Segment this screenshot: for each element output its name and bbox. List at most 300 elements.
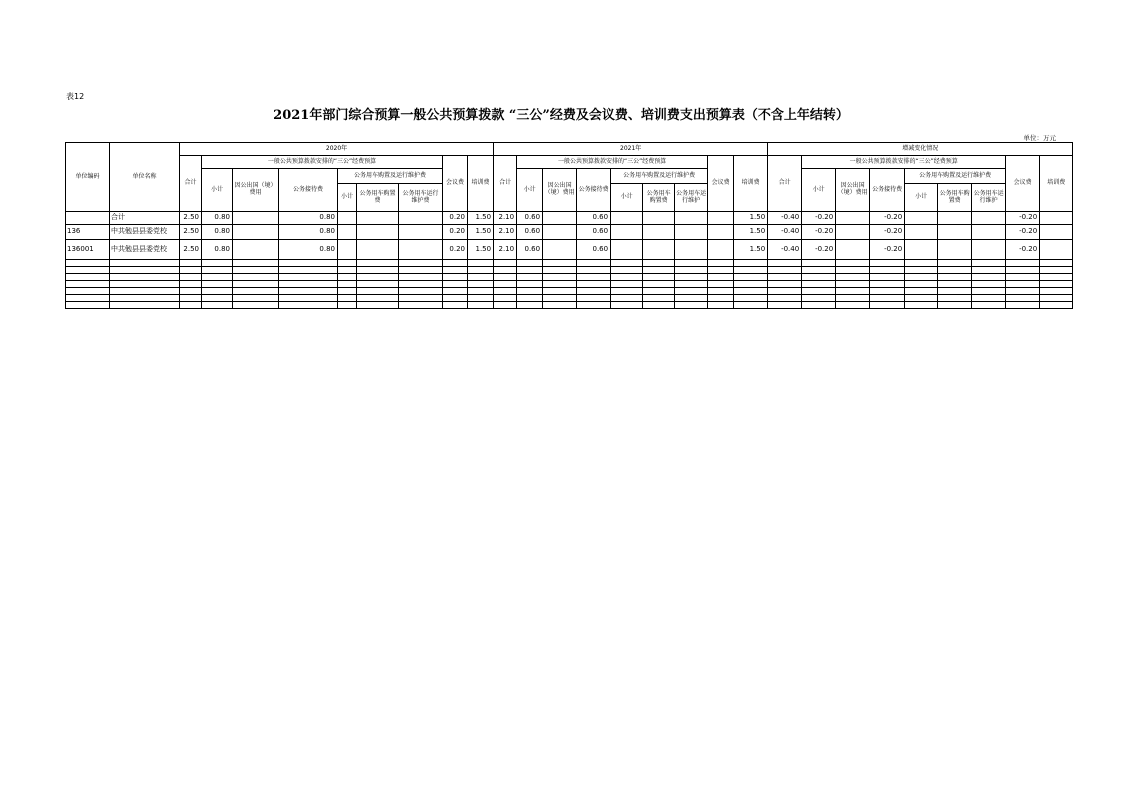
empty-cell <box>643 302 675 309</box>
group-2021: 2021年 <box>494 143 768 156</box>
empty-cell <box>870 295 905 302</box>
empty-cell <box>180 274 202 281</box>
empty-cell <box>357 302 399 309</box>
empty-cell <box>1040 267 1073 274</box>
page-title: 2021年部门综合预算一般公共预算拨款 “三公”经费及会议费、培训费支出预算表（不含上年结转） <box>273 108 849 123</box>
cell-value <box>972 240 1006 260</box>
empty-cell <box>734 295 768 302</box>
col-subtotal-change: 小计 <box>802 169 836 212</box>
col-total-2021: 合计 <box>494 156 517 212</box>
cell-value <box>1040 212 1073 225</box>
empty-cell <box>399 302 443 309</box>
cell-value: 0.80 <box>279 240 338 260</box>
empty-cell <box>202 281 233 288</box>
cell-value <box>611 240 643 260</box>
empty-cell <box>338 302 357 309</box>
empty-cell <box>611 295 643 302</box>
empty-cell <box>110 295 180 302</box>
group-vehicle-2021: 公务用车购置及运行维护费 <box>611 169 708 184</box>
empty-cell <box>110 281 180 288</box>
empty-cell <box>443 302 468 309</box>
col-total-change: 合计 <box>768 156 802 212</box>
empty-cell <box>611 302 643 309</box>
empty-cell <box>643 295 675 302</box>
empty-cell <box>180 302 202 309</box>
empty-cell <box>233 288 279 295</box>
cell-value <box>233 225 279 240</box>
empty-cell <box>938 288 972 295</box>
empty-cell <box>66 302 110 309</box>
table-number: 表12 <box>66 92 85 101</box>
empty-cell <box>494 260 517 267</box>
empty-cell <box>972 260 1006 267</box>
budget-table <box>65 142 1073 309</box>
empty-cell <box>443 288 468 295</box>
empty-cell <box>836 295 870 302</box>
empty-cell <box>734 288 768 295</box>
empty-cell <box>233 274 279 281</box>
empty-cell <box>643 260 675 267</box>
cell-value <box>836 225 870 240</box>
cell-value: -0.40 <box>768 225 802 240</box>
empty-cell <box>675 260 708 267</box>
empty-cell <box>543 302 577 309</box>
empty-cell <box>279 274 338 281</box>
empty-cell <box>543 295 577 302</box>
empty-table-row <box>66 288 1073 295</box>
cell-value: 0.80 <box>279 212 338 225</box>
empty-cell <box>675 295 708 302</box>
group-change: 增减变化情况 <box>768 143 1073 156</box>
empty-cell <box>110 302 180 309</box>
cell-value: 0.60 <box>577 212 611 225</box>
group-sangong-change: 一般公共预算拨款安排的“三公”经费预算 <box>802 156 1006 169</box>
empty-table-row <box>66 295 1073 302</box>
col-meeting-2020: 会议费 <box>443 156 468 212</box>
empty-cell <box>905 260 938 267</box>
empty-cell <box>1040 281 1073 288</box>
empty-cell <box>870 267 905 274</box>
empty-cell <box>180 260 202 267</box>
empty-cell <box>494 295 517 302</box>
empty-cell <box>734 260 768 267</box>
empty-cell <box>1040 302 1073 309</box>
cell-value: -0.20 <box>870 212 905 225</box>
empty-cell <box>802 302 836 309</box>
group-2020: 2020年 <box>180 143 494 156</box>
empty-cell <box>938 295 972 302</box>
unit-label: 单位：万元 <box>1023 134 1056 142</box>
cell-value <box>357 212 399 225</box>
cell-value <box>972 225 1006 240</box>
empty-cell <box>802 274 836 281</box>
cell-value: 1.50 <box>734 212 768 225</box>
empty-cell <box>802 281 836 288</box>
empty-cell <box>972 274 1006 281</box>
empty-cell <box>972 302 1006 309</box>
empty-table-row <box>66 302 1073 309</box>
col-vehicle-subtotal-change: 小计 <box>905 184 938 212</box>
empty-cell <box>202 260 233 267</box>
col-vehicle-maintain-2021: 公务用车运行维护 <box>675 184 708 212</box>
group-sangong-2020: 一般公共预算拨款安排的“三公”经费预算 <box>202 156 443 169</box>
cell-value <box>399 225 443 240</box>
empty-cell <box>517 260 543 267</box>
empty-cell <box>279 281 338 288</box>
empty-cell <box>110 260 180 267</box>
empty-cell <box>517 281 543 288</box>
empty-cell <box>1006 274 1040 281</box>
col-abroad-change: 因公出国（境）费用 <box>836 169 870 212</box>
empty-cell <box>543 267 577 274</box>
cell-value <box>611 212 643 225</box>
cell-value <box>1040 225 1073 240</box>
empty-cell <box>357 295 399 302</box>
cell-value <box>399 240 443 260</box>
cell-value: -0.20 <box>870 240 905 260</box>
empty-cell <box>734 267 768 274</box>
empty-cell <box>1006 267 1040 274</box>
empty-cell <box>611 281 643 288</box>
empty-cell <box>517 295 543 302</box>
cell-value: 1.50 <box>468 225 494 240</box>
col-vehicle-subtotal-2021: 小计 <box>611 184 643 212</box>
cell-value: -0.20 <box>870 225 905 240</box>
empty-cell <box>443 274 468 281</box>
empty-cell <box>870 302 905 309</box>
empty-cell <box>202 288 233 295</box>
empty-cell <box>357 281 399 288</box>
cell-value: 1.50 <box>468 212 494 225</box>
empty-cell <box>643 274 675 281</box>
empty-cell <box>708 281 734 288</box>
empty-cell <box>357 274 399 281</box>
group-vehicle-2020: 公务用车购置及运行维护费 <box>338 169 443 184</box>
empty-cell <box>338 274 357 281</box>
cell-value: 1.50 <box>734 225 768 240</box>
cell-value: 0.80 <box>202 225 233 240</box>
empty-cell <box>202 295 233 302</box>
empty-cell <box>66 288 110 295</box>
col-vehicle-purchase-2021: 公务用车购置费 <box>643 184 675 212</box>
table-row <box>66 212 1073 225</box>
cell-unit-code <box>66 212 110 225</box>
cell-value: 0.80 <box>279 225 338 240</box>
empty-cell <box>768 274 802 281</box>
cell-value: 0.60 <box>517 212 543 225</box>
empty-cell <box>202 267 233 274</box>
empty-cell <box>468 274 494 281</box>
empty-cell <box>357 288 399 295</box>
group-sangong-2021: 一般公共预算拨款安排的“三公”经费预算 <box>517 156 708 169</box>
empty-cell <box>905 302 938 309</box>
empty-cell <box>611 288 643 295</box>
cell-value <box>905 212 938 225</box>
empty-cell <box>938 274 972 281</box>
empty-cell <box>202 302 233 309</box>
empty-cell <box>110 267 180 274</box>
empty-cell <box>870 260 905 267</box>
empty-cell <box>611 260 643 267</box>
empty-cell <box>517 267 543 274</box>
empty-cell <box>643 288 675 295</box>
empty-cell <box>870 281 905 288</box>
empty-cell <box>577 267 611 274</box>
cell-value <box>543 240 577 260</box>
empty-cell <box>938 267 972 274</box>
empty-cell <box>66 274 110 281</box>
empty-cell <box>1040 288 1073 295</box>
empty-table-row <box>66 267 1073 274</box>
empty-cell <box>233 281 279 288</box>
empty-cell <box>66 260 110 267</box>
cell-value <box>675 240 708 260</box>
empty-cell <box>836 302 870 309</box>
cell-value <box>543 225 577 240</box>
cell-value <box>972 212 1006 225</box>
col-training-2020: 培训费 <box>468 156 494 212</box>
empty-cell <box>802 295 836 302</box>
cell-value: 2.50 <box>180 212 202 225</box>
col-unit-code: 单位编码 <box>66 143 110 212</box>
header-row-items <box>66 169 1073 184</box>
empty-cell <box>1040 274 1073 281</box>
cell-value: -0.20 <box>802 212 836 225</box>
cell-value <box>233 212 279 225</box>
empty-cell <box>110 288 180 295</box>
cell-value <box>399 212 443 225</box>
cell-value <box>643 240 675 260</box>
cell-value <box>675 212 708 225</box>
empty-cell <box>443 260 468 267</box>
empty-cell <box>577 281 611 288</box>
empty-cell <box>734 302 768 309</box>
cell-value: -0.20 <box>1006 225 1040 240</box>
empty-cell <box>468 302 494 309</box>
empty-cell <box>938 260 972 267</box>
empty-cell <box>1040 260 1073 267</box>
empty-cell <box>577 274 611 281</box>
empty-cell <box>233 267 279 274</box>
empty-cell <box>1006 288 1040 295</box>
col-reception-2021: 公务接待费 <box>577 169 611 212</box>
empty-cell <box>1006 260 1040 267</box>
cell-value: 0.20 <box>443 225 468 240</box>
empty-cell <box>611 267 643 274</box>
empty-cell <box>399 274 443 281</box>
cell-unit-name: 合计 <box>110 212 180 225</box>
empty-table-row <box>66 274 1073 281</box>
cell-value: -0.20 <box>802 225 836 240</box>
col-reception-2020: 公务接待费 <box>279 169 338 212</box>
empty-cell <box>905 295 938 302</box>
cell-value: -0.40 <box>768 212 802 225</box>
cell-value <box>357 240 399 260</box>
col-training-change: 培训费 <box>1040 156 1073 212</box>
col-vehicle-purchase-change: 公务用车购置费 <box>938 184 972 212</box>
empty-cell <box>708 302 734 309</box>
empty-cell <box>577 302 611 309</box>
cell-value <box>836 212 870 225</box>
empty-cell <box>734 274 768 281</box>
empty-cell <box>399 295 443 302</box>
cell-value: 2.10 <box>494 240 517 260</box>
empty-cell <box>708 295 734 302</box>
empty-cell <box>357 260 399 267</box>
empty-cell <box>972 288 1006 295</box>
cell-value: 0.20 <box>443 240 468 260</box>
empty-table-row <box>66 260 1073 267</box>
cell-value <box>357 225 399 240</box>
header-row-years <box>66 143 1073 156</box>
table-row <box>66 240 1073 260</box>
empty-cell <box>643 267 675 274</box>
empty-cell <box>708 260 734 267</box>
cell-value <box>938 240 972 260</box>
col-total-2020: 合计 <box>180 156 202 212</box>
empty-cell <box>938 281 972 288</box>
empty-cell <box>66 281 110 288</box>
empty-cell <box>734 281 768 288</box>
empty-cell <box>543 274 577 281</box>
empty-cell <box>972 281 1006 288</box>
empty-cell <box>399 267 443 274</box>
empty-cell <box>836 274 870 281</box>
empty-cell <box>768 295 802 302</box>
cell-value: -0.40 <box>768 240 802 260</box>
cell-value <box>708 212 734 225</box>
empty-cell <box>905 274 938 281</box>
empty-cell <box>708 274 734 281</box>
empty-cell <box>338 260 357 267</box>
col-vehicle-maintain-2020: 公务用车运行维护费 <box>399 184 443 212</box>
cell-value: 0.80 <box>202 240 233 260</box>
cell-unit-code: 136001 <box>66 240 110 260</box>
empty-cell <box>708 267 734 274</box>
cell-value: 0.60 <box>577 225 611 240</box>
cell-unit-name: 中共勉县县委党校 <box>110 240 180 260</box>
empty-cell <box>279 295 338 302</box>
empty-cell <box>468 267 494 274</box>
empty-cell <box>675 267 708 274</box>
col-subtotal-2021: 小计 <box>517 169 543 212</box>
cell-value: 2.50 <box>180 240 202 260</box>
group-vehicle-change: 公务用车购置及运行维护费 <box>905 169 1006 184</box>
cell-value: -0.20 <box>1006 240 1040 260</box>
cell-value: 2.10 <box>494 212 517 225</box>
empty-cell <box>802 288 836 295</box>
empty-cell <box>543 281 577 288</box>
empty-cell <box>443 295 468 302</box>
empty-cell <box>279 267 338 274</box>
empty-cell <box>802 260 836 267</box>
empty-cell <box>905 288 938 295</box>
cell-value <box>338 240 357 260</box>
col-training-2021: 培训费 <box>734 156 768 212</box>
empty-cell <box>836 260 870 267</box>
empty-cell <box>938 302 972 309</box>
empty-cell <box>675 288 708 295</box>
empty-cell <box>675 281 708 288</box>
empty-cell <box>972 267 1006 274</box>
empty-cell <box>577 295 611 302</box>
empty-cell <box>180 267 202 274</box>
empty-cell <box>905 281 938 288</box>
empty-cell <box>468 281 494 288</box>
empty-cell <box>1040 295 1073 302</box>
empty-cell <box>180 281 202 288</box>
cell-value: -0.20 <box>802 240 836 260</box>
empty-cell <box>836 281 870 288</box>
empty-cell <box>870 274 905 281</box>
cell-value: 0.60 <box>577 240 611 260</box>
empty-cell <box>338 281 357 288</box>
empty-cell <box>202 274 233 281</box>
empty-cell <box>338 267 357 274</box>
empty-cell <box>279 302 338 309</box>
empty-cell <box>675 302 708 309</box>
empty-cell <box>468 260 494 267</box>
empty-cell <box>870 288 905 295</box>
empty-cell <box>66 295 110 302</box>
empty-cell <box>66 267 110 274</box>
empty-cell <box>338 295 357 302</box>
empty-cell <box>768 281 802 288</box>
col-vehicle-purchase-2020: 公务用车购置费 <box>357 184 399 212</box>
cell-value <box>611 225 643 240</box>
empty-cell <box>768 267 802 274</box>
cell-value <box>708 225 734 240</box>
empty-cell <box>517 302 543 309</box>
cell-value <box>905 225 938 240</box>
cell-value <box>905 240 938 260</box>
table-row <box>66 225 1073 240</box>
empty-cell <box>836 267 870 274</box>
empty-cell <box>1006 302 1040 309</box>
cell-value <box>338 212 357 225</box>
empty-cell <box>577 288 611 295</box>
empty-cell <box>233 302 279 309</box>
empty-cell <box>443 267 468 274</box>
header-row-sangong <box>66 156 1073 169</box>
empty-cell <box>233 260 279 267</box>
empty-cell <box>802 267 836 274</box>
col-abroad-2021: 因公出国（境）费用 <box>543 169 577 212</box>
cell-value <box>836 240 870 260</box>
col-meeting-2021: 会议费 <box>708 156 734 212</box>
empty-cell <box>1006 295 1040 302</box>
empty-cell <box>543 260 577 267</box>
col-vehicle-subtotal-2020: 小计 <box>338 184 357 212</box>
col-subtotal-2020: 小计 <box>202 169 233 212</box>
cell-value <box>643 212 675 225</box>
empty-cell <box>768 302 802 309</box>
cell-value: 0.80 <box>202 212 233 225</box>
cell-value: 0.20 <box>443 212 468 225</box>
empty-cell <box>279 288 338 295</box>
empty-cell <box>180 295 202 302</box>
cell-value: 0.60 <box>517 225 543 240</box>
cell-value: 2.50 <box>180 225 202 240</box>
empty-cell <box>279 260 338 267</box>
empty-cell <box>443 281 468 288</box>
empty-cell <box>972 295 1006 302</box>
empty-cell <box>494 288 517 295</box>
empty-cell <box>110 274 180 281</box>
col-unit-name: 单位名称 <box>110 143 180 212</box>
cell-value: 1.50 <box>734 240 768 260</box>
cell-value <box>1040 240 1073 260</box>
